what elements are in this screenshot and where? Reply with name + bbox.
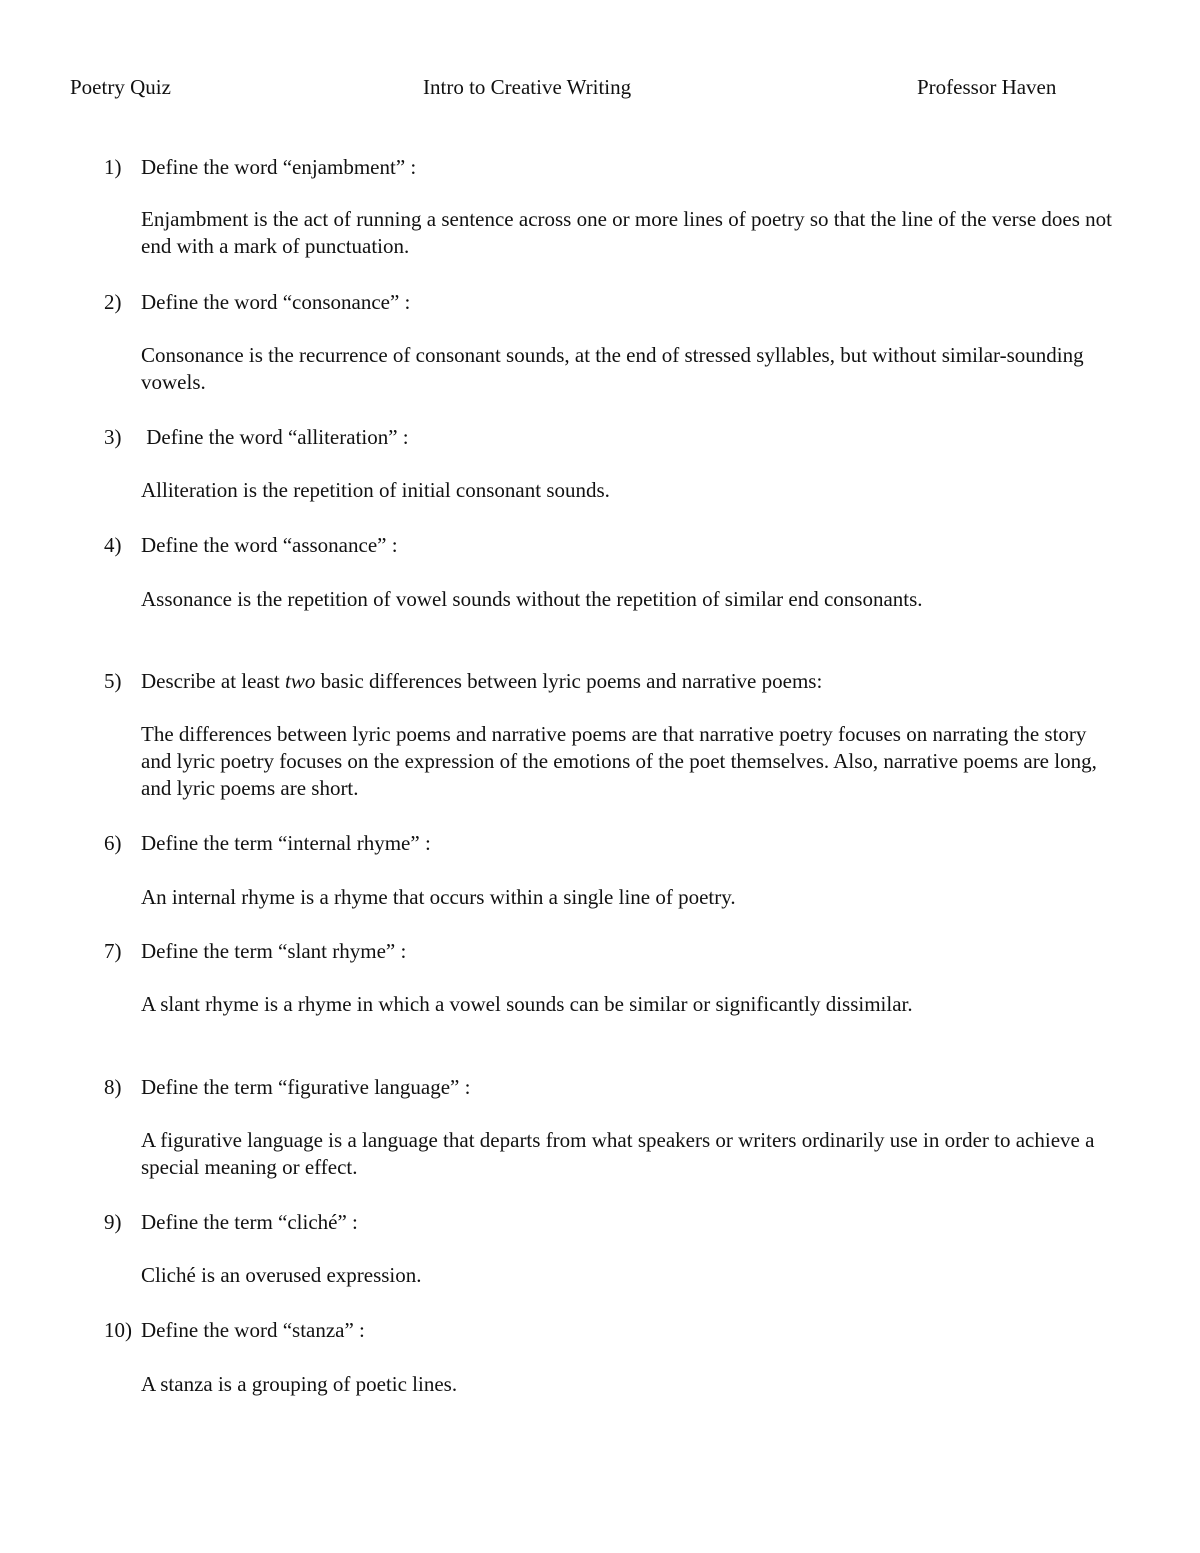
question-prompt: Define the term “figurative language” :	[141, 1075, 471, 1099]
question-number: 2)	[104, 290, 122, 314]
question-prompt: Define the term “cliché” :	[141, 1210, 358, 1234]
question-answer: A stanza is a grouping of poetic lines.	[141, 1372, 458, 1396]
question-number: 3)	[104, 425, 122, 449]
question-answer: Cliché is an overused expression.	[141, 1263, 422, 1287]
question-prompt: Define the word “stanza” :	[141, 1318, 365, 1342]
question-number: 5)	[104, 669, 122, 693]
prompt-text-before: Describe at least	[141, 669, 286, 693]
page-header	[0, 72, 1200, 102]
question-answer: A slant rhyme is a rhyme in which a vowel sounds can be similar or significantly dissimilar.	[141, 992, 913, 1016]
question-prompt: Define the word “alliteration” :	[141, 425, 409, 449]
question-answer: The differences between lyric poems and narrative poems are that narrative poetry focuses on narrating the story and lyric poetry focuses on the expression of the emotions of the poet themselves. Also, narrative poems are long, and lyric poems are short.	[141, 722, 1097, 800]
question-number: 9)	[104, 1210, 122, 1234]
question-answer: Assonance is the repetition of vowel sounds without the repetition of similar end consonants.	[141, 587, 923, 611]
question-prompt: Define the word “enjambment” :	[141, 155, 417, 179]
question-number: 6)	[104, 831, 122, 855]
question-answer: Enjambment is the act of running a sentence across one or more lines of poetry so that the line of the verse does not end with a mark of punctuation.	[141, 207, 1112, 258]
question-number: 8)	[104, 1075, 122, 1099]
course-name: Intro to Creative Writing	[423, 75, 632, 99]
question-answer: Consonance is the recurrence of consonant sounds, at the end of stressed syllables, but without similar-sounding vowels.	[141, 343, 1084, 394]
question-answer: An internal rhyme is a rhyme that occurs within a single line of poetry.	[141, 885, 736, 909]
prompt-text-after: basic differences between lyric poems and narrative poems:	[315, 669, 823, 693]
professor-name: Professor Haven	[917, 75, 1057, 99]
question-number: 7)	[104, 939, 122, 963]
question-prompt: Define the term “slant rhyme” :	[141, 939, 407, 963]
question-prompt: Define the term “internal rhyme” :	[141, 831, 431, 855]
question-answer: A figurative language is a language that departs from what speakers or writers ordinarily use in order to achieve a special meaning or effect.	[141, 1128, 1095, 1179]
question-number: 10)	[104, 1318, 132, 1342]
question-prompt: Define the word “assonance” :	[141, 533, 398, 557]
quiz-title: Poetry Quiz	[70, 75, 171, 99]
question-answer: Alliteration is the repetition of initial consonant sounds.	[141, 478, 610, 502]
question-number: 1)	[104, 155, 122, 179]
prompt-emphasis: two	[285, 669, 316, 693]
question-prompt: Define the word “consonance” :	[141, 290, 411, 314]
question-prompt	[141, 667, 822, 695]
question-number: 4)	[104, 533, 122, 557]
